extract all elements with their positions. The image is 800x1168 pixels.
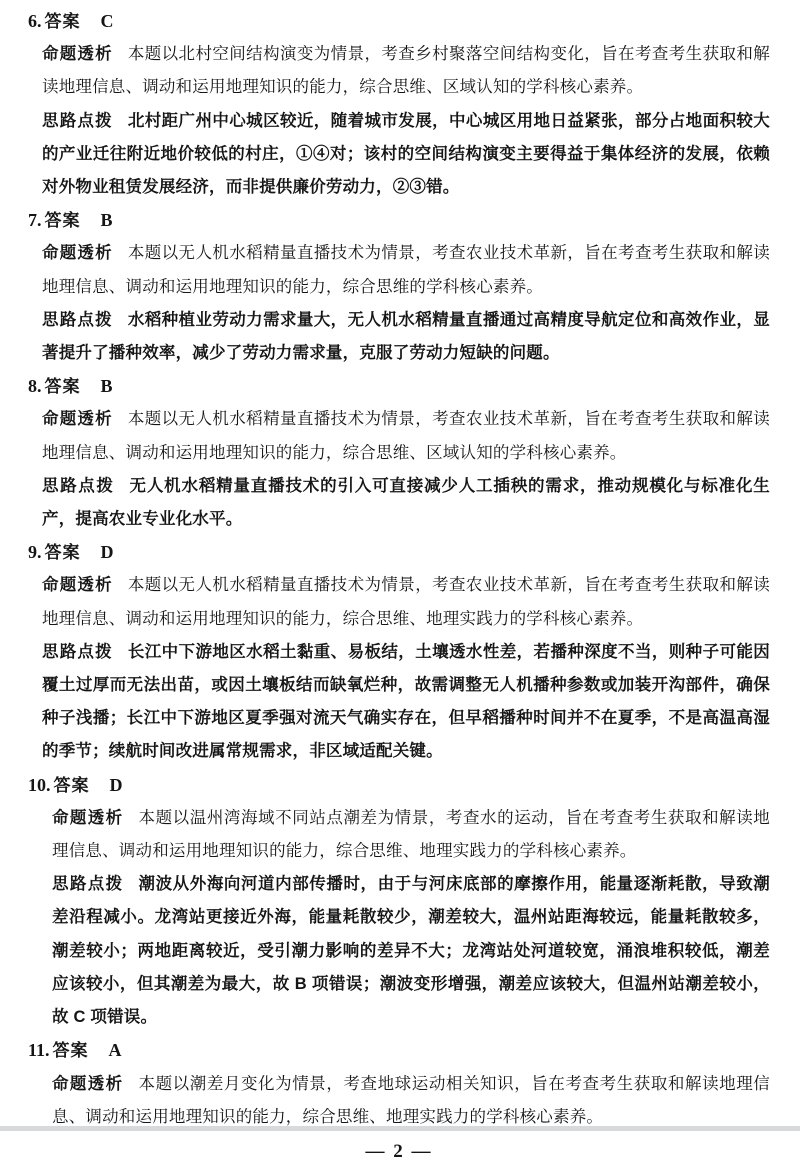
tips-text: 无人机水稻精量直播技术的引入可直接减少人工插秧的需求，推动规模化与标准化生产，提高农业专业化水平。 bbox=[42, 476, 770, 529]
tips-paragraph bbox=[42, 470, 770, 536]
answer-line bbox=[28, 1034, 770, 1067]
analysis-paragraph bbox=[42, 38, 770, 104]
page-number-footer: — 2 — bbox=[365, 1140, 433, 1162]
answer-label: 答案 bbox=[53, 775, 90, 795]
tips-label: 思路点拨 bbox=[42, 476, 115, 495]
answer-value: D bbox=[100, 542, 114, 563]
answer-label: 答案 bbox=[44, 377, 81, 397]
answer-label: 答案 bbox=[52, 1041, 89, 1061]
question-number: 6. bbox=[28, 11, 42, 31]
question-11 bbox=[28, 1034, 770, 1134]
answer-line bbox=[28, 204, 770, 237]
tips-label: 思路点拨 bbox=[42, 310, 113, 329]
tips-paragraph bbox=[42, 105, 770, 205]
tips-text: 水稻种植业劳动力需求量大，无人机水稻精量直播通过高精度导航定位和高效作业，显著提升了播种效率，减少了劳动力需求量，克服了劳动力短缺的问题。 bbox=[42, 310, 771, 363]
answer-label: 答案 bbox=[44, 543, 81, 563]
question-7 bbox=[28, 204, 770, 370]
tips-paragraph bbox=[52, 868, 770, 1034]
analysis-label: 命题透析 bbox=[52, 1074, 124, 1093]
analysis-label: 命题透析 bbox=[42, 410, 113, 429]
analysis-text: 本题以无人机水稻精量直播技术为情景，考查农业技术革新，旨在考查考生获取和解读地理信息、调动和运用地理知识的能力，综合思维的学科核心素养。 bbox=[42, 244, 771, 296]
tips-label: 思路点拨 bbox=[42, 642, 113, 661]
question-9 bbox=[28, 536, 770, 768]
question-number: 11. bbox=[28, 1040, 50, 1061]
analysis-label: 命题透析 bbox=[42, 45, 113, 64]
analysis-paragraph bbox=[42, 403, 770, 469]
tips-text: 潮波从外海向河道内部传播时，由于与河床底部的摩擦作用，能量逐渐耗散，导致潮差沿程减小。龙湾站更接近外海，能量耗散较少，潮差较大，温州站距海较远，能量耗散较多，潮差较小；两地距离较近，受引潮力影响的差异不大；龙湾站处河道较宽，涌浪堆积较低，潮差应该较小，但其潮差为最大，故 B 项错误；潮波变形增强，潮差应该较大，但温州站潮差较小，故 C 项错误。 bbox=[52, 875, 770, 1027]
question-number: 9. bbox=[28, 542, 42, 563]
analysis-text: 本题以温州湾海域不同站点潮差为情景，考查水的运动，旨在考查考生获取和解读地理信息、调动和运用地理知识的能力，综合思维、地理实践力的学科核心素养。 bbox=[52, 808, 770, 861]
answer-line bbox=[28, 370, 770, 403]
tips-text: 长江中下游地区水稻土黏重、易板结，土壤透水性差，若播种深度不当，则种子可能因覆土过厚而无法出苗，或因土壤板结而缺氧烂种，故需调整无人机播种参数或加装开沟部件，确保种子浅播；长江中下游地区夏季强对流天气确实存在，但早稻播种时间并不在夏季，不是高温高湿的季节；续航时间改进属常规需求，非区域适配关键。 bbox=[42, 642, 771, 761]
question-10 bbox=[28, 769, 770, 1035]
analysis-text: 本题以无人机水稻精量直播技术为情景，考查农业技术革新，旨在考查考生获取和解读地理信息、调动和运用地理知识的能力，综合思维、地理实践力的学科核心素养。 bbox=[42, 576, 771, 628]
answer-value: B bbox=[100, 376, 113, 397]
analysis-paragraph bbox=[52, 802, 770, 868]
answer-value: B bbox=[100, 210, 113, 231]
answer-line bbox=[28, 5, 770, 38]
tips-label: 思路点拨 bbox=[52, 875, 124, 894]
tips-paragraph bbox=[42, 304, 770, 370]
analysis-text: 本题以潮差月变化为情景，考查地球运动相关知识，旨在考查考生获取和解读地理信息、调动和运用地理知识的能力，综合思维、地理实践力的学科核心素养。 bbox=[52, 1074, 770, 1126]
question-number: 7. bbox=[28, 210, 42, 231]
answer-line bbox=[28, 769, 770, 802]
answer-label: 答案 bbox=[44, 211, 81, 231]
analysis-paragraph bbox=[52, 1068, 770, 1134]
analysis-paragraph bbox=[42, 237, 770, 303]
scan-edge-artifact bbox=[0, 1126, 800, 1131]
analysis-text: 本题以北村空间结构演变为情景，考查乡村聚落空间结构变化，旨在考查考生获取和解读地理信息、调动和运用地理知识的能力，综合思维、区域认知的学科核心素养。 bbox=[42, 45, 771, 97]
tips-label: 思路点拨 bbox=[42, 111, 113, 130]
analysis-label: 命题透析 bbox=[52, 808, 124, 827]
tips-text: 北村距广州中心城区较近，随着城市发展，中心城区用地日益紧张，部分占地面积较大的产业迁往附近地价较低的村庄，①④对；该村的空间结构演变主要得益于集体经济的发展，依赖对外物业租赁发展经济，而非提供廉价劳动力，②③错。 bbox=[42, 111, 771, 197]
question-6 bbox=[28, 5, 770, 204]
answer-value: D bbox=[109, 774, 123, 795]
tips-paragraph bbox=[42, 636, 770, 769]
analysis-paragraph bbox=[42, 569, 770, 635]
analysis-text: 本题以无人机水稻精量直播技术为情景，考查农业技术革新，旨在考查考生获取和解读地理信息、调动和运用地理知识的能力，综合思维、区域认知的学科核心素养。 bbox=[42, 410, 771, 462]
answer-value: A bbox=[108, 1040, 122, 1061]
question-number: 10. bbox=[28, 774, 51, 795]
answer-line bbox=[28, 536, 770, 569]
question-number: 8. bbox=[28, 376, 42, 397]
analysis-label: 命题透析 bbox=[42, 244, 113, 263]
question-8 bbox=[28, 370, 770, 536]
answer-value: C bbox=[100, 11, 114, 31]
answer-label: 答案 bbox=[44, 12, 81, 31]
analysis-label: 命题透析 bbox=[42, 576, 113, 595]
